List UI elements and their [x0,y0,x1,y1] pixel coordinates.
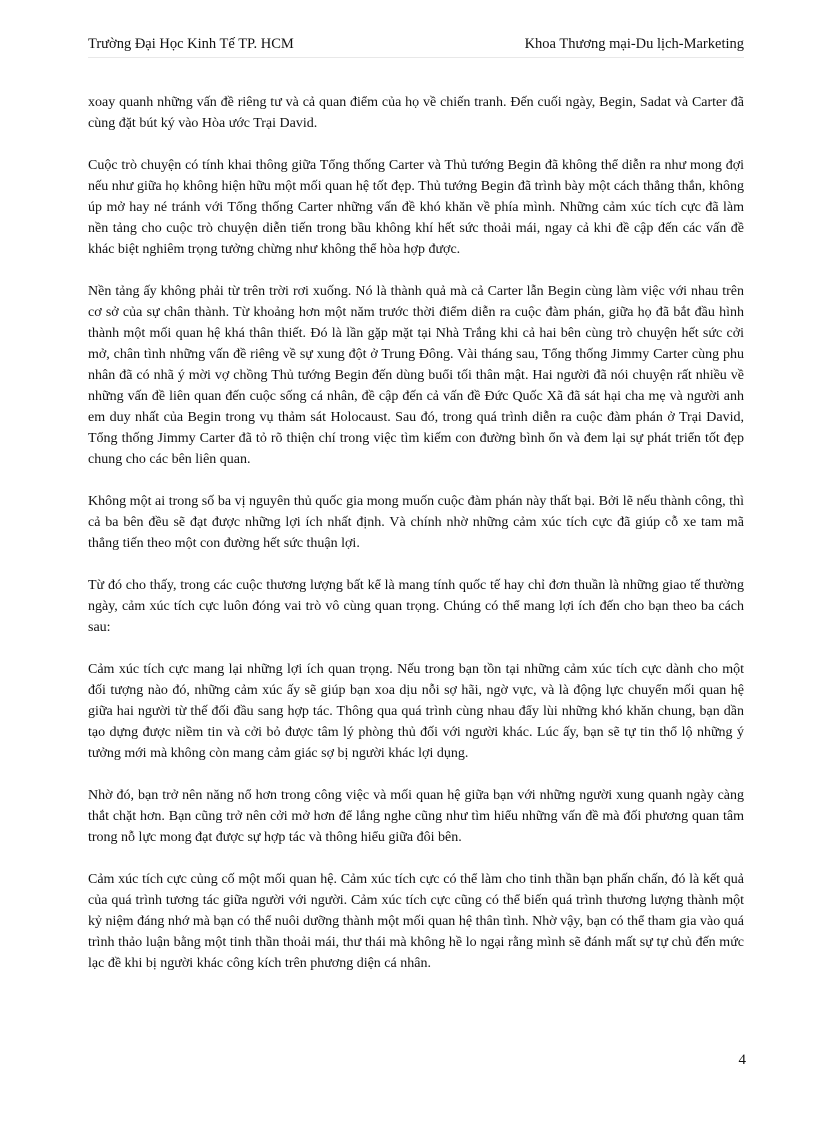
paragraph-8: Cảm xúc tích cực củng cố một mối quan hệ. Cảm xúc tích cực có thể làm cho tinh thần bạn phấn chấn, đó là kết quả của quá trình tương tác giữa người với người. Cảm xúc tích cực cũng có thể biến quá trình thương lượng thành một kỷ niệm đáng nhớ mà bạn có thể nuôi dưỡng thành một mối quan hệ thân tình. Nhờ vậy, bạn có thể tham gia vào quá trình thảo luận bằng một tinh thần thoải mái, thư thái mà không hề lo ngại rằng mình sẽ đánh mất sự tự chủ đến mức lạc đề khi bị người khác công kích trên phương diện cá nhân. [88,872,744,971]
page-number: 4 [738,1052,746,1068]
paragraph-7: Nhờ đó, bạn trở nên năng nổ hơn trong công việc và mối quan hệ giữa bạn với những người xung quanh ngày càng thắt chặt hơn. Bạn cũng trở nên cởi mở hơn để lắng nghe cũng như tìm hiểu những vấn đề mà đối phương quan tâm trong nỗ lực mong đạt được sự hợp tác và thông hiểu giữa đôi bên. [88,788,744,845]
page-header [88,34,744,54]
paragraph-2: Cuộc trò chuyện có tính khai thông giữa Tổng thống Carter và Thủ tướng Begin đã không thể diễn ra như mong đợi nếu như giữa họ không hiện hữu một mối quan hệ tốt đẹp. Thủ tướng Begin đã trình bày một cách thẳng thắn, không úp mở hay né tránh với Tổng thống Carter những vấn đề khó khăn về phía mình. Những cảm xúc tích cực đã làm nền tảng cho cuộc trò chuyện diễn tiến trong bầu không khí hết sức thoải mái, ngay cả khi đề cập đến các vấn đề khác biệt nghiêm trọng tưởng chừng như không thể hòa hợp được. [88,158,744,257]
document-body [88,92,744,995]
paragraph-5: Từ đó cho thấy, trong các cuộc thương lượng bất kể là mang tính quốc tế hay chỉ đơn thuần là những giao tế thường ngày, cảm xúc tích cực luôn đóng vai trò vô cùng quan trọng. Chúng có thể mang lợi ích đến cho bạn theo ba cách sau: [88,578,744,635]
paragraph-6: Cảm xúc tích cực mang lại những lợi ích quan trọng. Nếu trong bạn tồn tại những cảm xúc tích cực dành cho một đối tượng nào đó, những cảm xúc ấy sẽ giúp bạn xoa dịu nỗi sợ hãi, ngờ vực, và là động lực chuyển mối quan hệ giữa hai người từ thế đối đầu sang hợp tác. Thông qua quá trình cùng nhau đẩy lùi những khó khăn chung, bạn dần tạo dựng được niềm tin và cởi bỏ được tâm lý phòng thủ đối với người khác. Lúc ấy, bạn sẽ tự tin thổ lộ những ý tưởng mới mà không còn mang cảm giác sợ bị người khác lợi dụng. [88,662,744,761]
header-university: Trường Đại Học Kinh Tế TP. HCM [88,36,294,52]
header-faculty: Khoa Thương mại-Du lịch-Marketing [524,36,744,52]
paragraph-4: Không một ai trong số ba vị nguyên thủ quốc gia mong muốn cuộc đàm phán này thất bại. Bởi lẽ nếu thành công, thì cả ba bên đều sẽ đạt được những lợi ích nhất định. Và chính nhờ những cảm xúc tích cực đã giúp cỗ xe tam mã thẳng tiến theo một con đường hết sức thuận lợi. [88,494,744,551]
header-divider [88,57,744,58]
paragraph-3: Nền tảng ấy không phải từ trên trời rơi xuống. Nó là thành quả mà cả Carter lẫn Begin cùng làm việc với nhau trên cơ sở của sự chân thành. Từ khoảng hơn một năm trước thời điểm diễn ra cuộc đàm phán, giữa họ đã bắt đầu hình thành một mối quan hệ khá thân thiết. Đó là lần gặp mặt tại Nhà Trắng khi cả hai bên cùng trò chuyện hết sức cởi mở, chân tình những vấn đề riêng về sự xung đột ở Trung Đông. Vài tháng sau, Tổng thống Jimmy Carter cùng phu nhân đã có nhã ý mời vợ chồng Thủ tướng Begin đến dùng buổi tối thân mật. Hai người đã nói chuyện rất nhiều về những vấn đề liên quan đến cuộc sống cá nhân, đề cập đến cả vấn đề Đức Quốc Xã đã sát hại cha mẹ và người anh em duy nhất của Begin trong vụ thảm sát Holocaust. Sau đó, trong quá trình diễn ra cuộc đàm phán ở Trại David, Tổng thống Jimmy Carter đã tỏ rõ thiện chí trong việc tìm kiếm con đường bình ổn và đem lại sự phát triển tốt đẹp chung cho các bên liên quan. [88,284,744,467]
paragraph-1: xoay quanh những vấn đề riêng tư và cả quan điểm của họ về chiến tranh. Đến cuối ngày, Begin, Sadat và Carter đã cùng đặt bút ký vào Hòa ước Trại David. [88,95,744,131]
